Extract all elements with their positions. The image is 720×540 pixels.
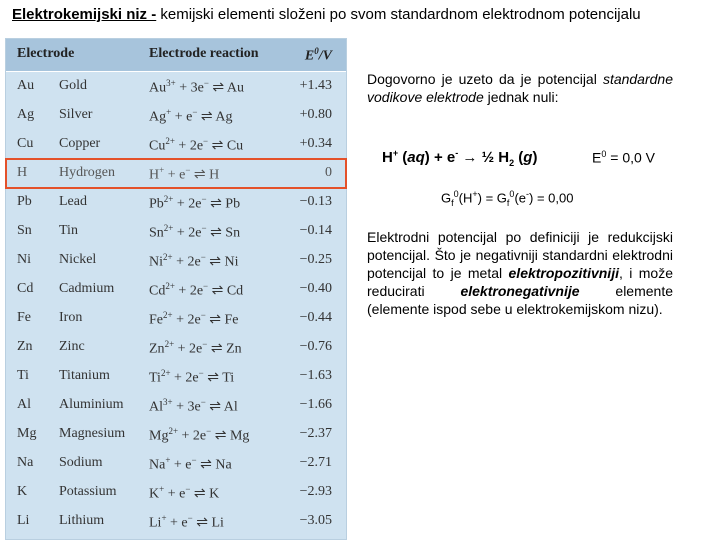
element-symbol: Na [17,455,34,470]
equilibrium-arrow-icon: ⇌ [208,283,227,299]
electrode-reaction: $Mg^{2+} + 2e^-$ ⇌ Mg [149,426,250,444]
standard-potential: +0.80 [299,107,332,122]
table-row [6,275,346,304]
equilibrium-arrow-icon: ⇌ [196,457,216,473]
electrode-reaction: $Cu^{2+} + 2e^-$ ⇌ Cu [149,136,244,154]
element-name: Aluminium [59,397,124,412]
hydrogen-potential-value: $E^0 = 0,0$ V [592,149,656,166]
electrochemical-series-table [5,38,347,540]
header-electrode: Electrode [17,46,75,61]
element-symbol: Cd [17,281,34,296]
table-row [6,304,346,333]
table-row [6,449,346,478]
electrode-reaction: H+ + e− ⇌ H [149,165,220,183]
equilibrium-arrow-icon: ⇌ [206,196,226,212]
element-symbol: Al [17,397,31,412]
standard-potential: +1.43 [299,78,332,93]
table-row [6,333,346,362]
element-symbol: Ag [17,107,35,122]
paragraph-definition: Elektrodni potencijal po definiciji je redukcijski potencijal. Što je negativniji standardni elektrodni potencijal to je metal elektropozitivniji, i može reducirati elektronegativnije elemente (elemente ispod sebe u elektrokemijskom nizu). [367,229,673,317]
equilibrium-arrow-icon: ⇌ [192,515,212,531]
standard-potential: −0.40 [299,281,332,296]
element-name: Copper [59,136,101,151]
electrode-reaction: Ag+ + e− ⇌ Ag [149,107,233,125]
standard-potential: −0.44 [299,310,332,325]
paragraph-standard-hydrogen: Dogovorno je uzeto da je potencijal standardne vodikove elektrode jednak nuli: [367,71,673,105]
electrode-reaction: $Cd^{2+} + 2e^-$ ⇌ Cd [149,281,244,299]
element-name: Gold [59,78,87,93]
standard-potential: −2.93 [299,484,332,499]
table-row [6,420,346,449]
standard-potential: 0 [325,165,332,180]
table-row [6,246,346,275]
electrode-reaction: $Ti^{2+} + 2e^-$ ⇌ Ti [149,368,235,386]
standard-potential: −1.63 [299,368,332,383]
table-header [6,39,346,72]
equilibrium-arrow-icon: ⇌ [190,486,210,502]
element-name: Potassium [59,484,117,499]
electrode-reaction: $Al^{3+} + 3e^-$ ⇌ Al [149,397,238,415]
element-name: Sodium [59,455,103,470]
electrode-reaction: K+ + e− ⇌ K [149,484,220,502]
standard-potential: −3.05 [299,513,332,528]
element-name: Tin [59,223,78,238]
table-row [6,391,346,420]
standard-potential: −0.25 [299,252,332,267]
standard-potential: −0.76 [299,339,332,354]
table-row [6,72,346,101]
element-name: Hydrogen [59,165,115,180]
equilibrium-arrow-icon: ⇌ [208,80,227,96]
electrode-reaction: $Pb^{2+} + 2e^-$ ⇌ Pb [149,194,241,212]
element-name: Titanium [59,368,110,383]
electrode-reaction: $Au^{3+} + 3e^-$ ⇌ Au [149,78,244,96]
element-name: Lead [59,194,87,209]
equilibrium-arrow-icon: ⇌ [205,312,225,328]
element-symbol: K [17,484,28,499]
element-name: Zinc [59,339,85,354]
element-symbol: Au [17,78,35,93]
standard-potential: −2.37 [299,426,332,441]
table-row [6,159,346,188]
hydrogen-half-reaction: H+ (aq) + e- → ½ $H_2$ (g) [382,148,538,168]
equilibrium-arrow-icon: ⇌ [203,370,223,386]
equilibrium-arrow-icon: ⇌ [208,138,227,154]
element-name: Lithium [59,513,105,528]
element-symbol: Mg [17,426,37,441]
standard-potential: −0.13 [299,194,332,209]
element-name: Silver [59,107,93,122]
element-name: Iron [59,310,83,325]
table-row [6,217,346,246]
page-title [12,6,641,23]
header-reaction: Electrode reaction [149,46,259,61]
table-row [6,362,346,391]
equilibrium-arrow-icon: ⇌ [211,428,230,444]
equilibrium-arrow-icon: ⇌ [207,341,227,357]
header-potential: $E^0/V$ [304,46,332,64]
title-main: Elektrokemijski niz - [12,6,157,23]
electrode-reaction: $Fe^{2+} + 2e^-$ ⇌ Fe [149,310,239,328]
element-symbol: Zn [17,339,33,354]
equilibrium-arrow-icon: ⇌ [205,399,224,415]
element-symbol: Sn [17,223,32,238]
title-subtitle: kemijski elementi složeni po svom standardnom elektrodnom potencijalu [156,6,641,23]
equilibrium-arrow-icon: ⇌ [206,225,226,241]
standard-potential: −1.66 [299,397,332,412]
electrode-reaction: Li+ + e− ⇌ Li [149,513,224,531]
electrode-reaction: $Zn^{2+} + 2e^-$ ⇌ Zn [149,339,242,357]
element-symbol: H [17,165,28,180]
standard-potential: −2.71 [299,455,332,470]
element-symbol: Pb [17,194,32,209]
element-symbol: Ni [17,252,31,267]
equilibrium-arrow-icon: ⇌ [205,254,225,270]
element-symbol: Cu [17,136,34,151]
gibbs-energy-equation: $G_f^0(H^+) = G_f^0(e^-) = 0,00$ [441,189,574,208]
electrode-reaction: $Ni^{2+} + 2e^-$ ⇌ Ni [149,252,239,270]
element-symbol: Fe [17,310,31,325]
element-name: Nickel [59,252,97,267]
table-row [6,507,346,536]
table-row [6,478,346,507]
table-row [6,101,346,130]
equilibrium-arrow-icon: ⇌ [190,167,210,183]
electrode-reaction: $Sn^{2+} + 2e^-$ ⇌ Sn [149,223,241,241]
electrode-reaction: Na+ + e− ⇌ Na [149,455,232,473]
element-name: Magnesium [59,426,126,441]
element-name: Cadmium [59,281,115,296]
table-row [6,188,346,217]
table-row [6,130,346,159]
standard-potential: −0.14 [299,223,332,238]
element-symbol: Li [17,513,30,528]
element-symbol: Ti [17,368,29,383]
standard-potential: +0.34 [299,136,332,151]
equilibrium-arrow-icon: ⇌ [197,109,216,125]
